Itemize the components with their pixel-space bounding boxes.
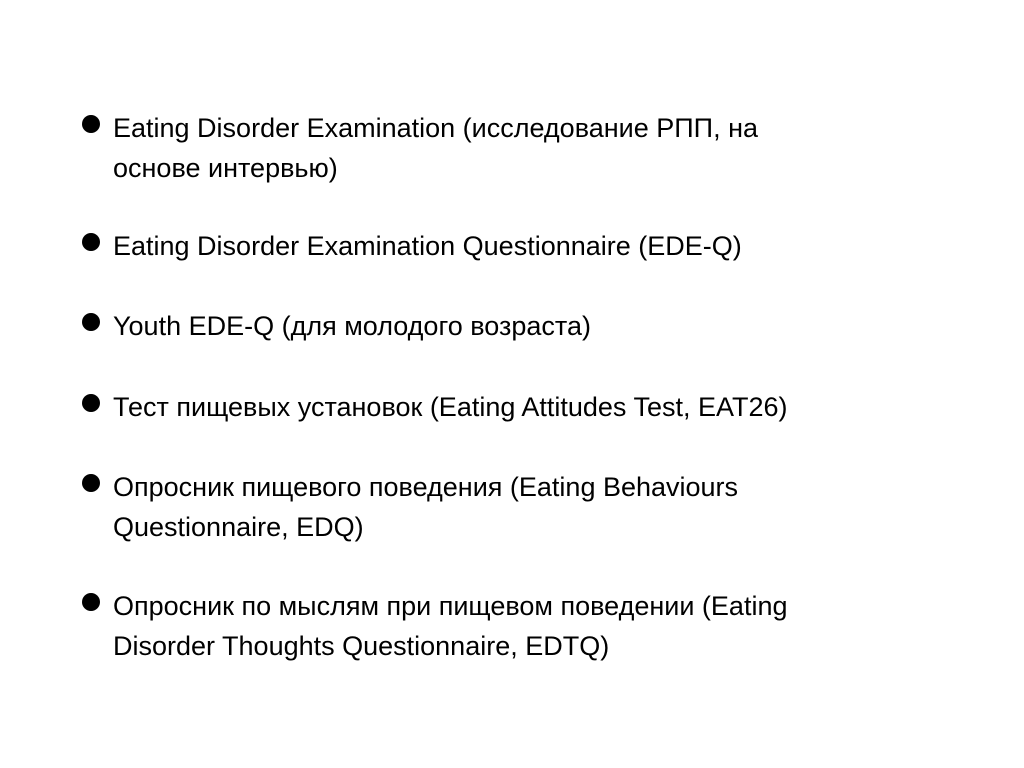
- bullet-icon: [82, 474, 100, 492]
- bullet-icon: [82, 313, 100, 331]
- bullet-item-youth-ede-q: [113, 306, 943, 346]
- bullet-icon: [82, 115, 100, 133]
- bullet-text-line: Eating Disorder Examination (исследование РПП, на: [113, 113, 759, 143]
- bullet-text-line: Questionnaire, EDQ): [113, 512, 364, 542]
- bullet-item-eat26: [113, 387, 943, 427]
- bullet-icon: [82, 593, 100, 611]
- bullet-item-edq: [113, 467, 943, 547]
- bullet-icon: [82, 394, 100, 412]
- bullet-text-line: Опросник пищевого поведения (Eating Behaviours: [113, 472, 739, 502]
- bullet-text-line: основе интервью): [113, 153, 338, 183]
- bullet-text-line: Disorder Thoughts Questionnaire, EDTQ): [113, 631, 610, 661]
- bullet-item-ede-q: [113, 226, 943, 266]
- bullet-text-line: Опросник по мыслям при пищевом поведении (Eating: [113, 591, 788, 621]
- bullet-item-edtq: [113, 586, 943, 666]
- bullet-text-line: Тест пищевых установок (Eating Attitudes Test, EAT26): [113, 392, 788, 422]
- bullet-text-line: Eating Disorder Examination Questionnaire (EDE-Q): [113, 231, 742, 261]
- bullet-item-ede: [113, 108, 943, 188]
- bullet-icon: [82, 233, 100, 251]
- bullet-text-line: Youth EDE-Q (для молодого возраста): [113, 311, 591, 341]
